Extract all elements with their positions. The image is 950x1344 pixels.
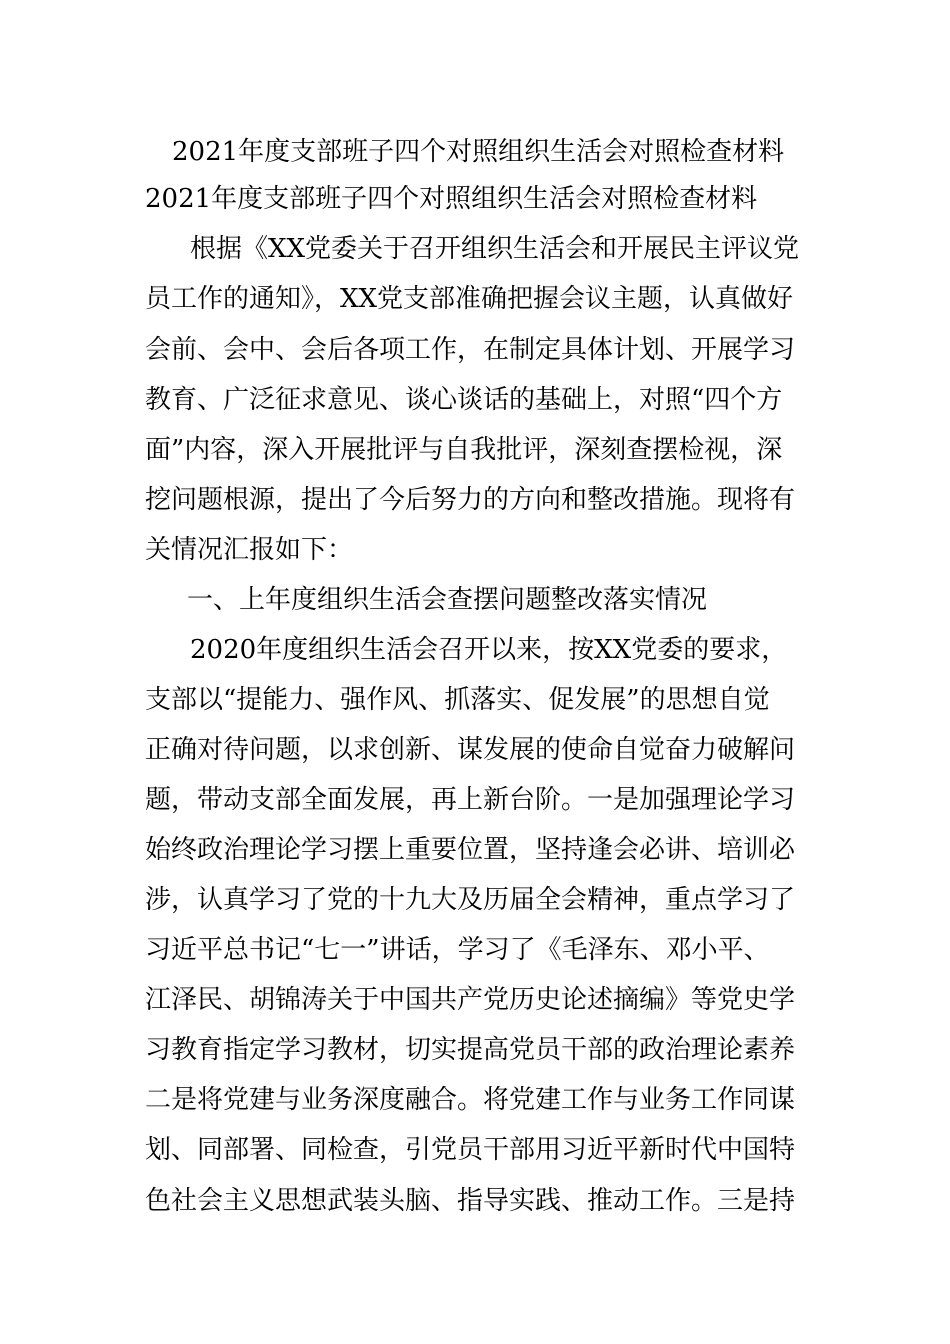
body-line: 习近平总书记“七一”讲话，学习了《毛泽东、邓小平、 bbox=[145, 935, 770, 965]
body-line: 员工作的通知》，XX党支部准确把握会议主题，认真做好 bbox=[145, 284, 794, 314]
body-line: 江泽民、胡锦涛关于中国共产党历史论述摘编》等党史学 bbox=[145, 985, 796, 1015]
body-line: 划、同部署、同检查，引党员干部用习近平新时代中国特 bbox=[145, 1135, 796, 1165]
body-line: 色社会主义思想武装头脑、指导实践、推动工作。三是持 bbox=[145, 1186, 796, 1216]
document-title: 2021年度支部班子四个对照组织生活会对照检查材料 bbox=[172, 137, 785, 167]
body-line: 二是将党建与业务深度融合。将党建工作与业务工作同谋 bbox=[145, 1085, 796, 1115]
body-line: 涉，认真学习了党的十九大及历届全会精神，重点学习了 bbox=[145, 885, 796, 915]
body-line: 题，带动支部全面发展，再上新台阶。一是加强理论学习 bbox=[145, 785, 796, 815]
document-title-repeat: 2021年度支部班子四个对照组织生活会对照检查材料 bbox=[145, 184, 758, 214]
body-line: 面”内容，深入开展批评与自我批评，深刻查摆检视，深 bbox=[145, 435, 783, 465]
section-heading: 一、上年度组织生活会查摆问题整改落实情况 bbox=[187, 585, 708, 615]
body-line: 2020年度组织生活会召开以来，按XX党委的要求， bbox=[190, 635, 788, 665]
body-line: 会前、会中、会后各项工作，在制定具体计划、开展学习 bbox=[145, 335, 796, 365]
body-line: 正确对待问题，以求创新、谋发展的使命自觉奋力破解问 bbox=[145, 735, 796, 765]
body-line: 支部以“提能力、强作风、抓落实、促发展”的思想自觉 bbox=[145, 685, 770, 715]
body-line: 始终政治理论学习摆上重要位置，坚持逢会必讲、培训必 bbox=[145, 835, 796, 865]
body-line: 教育、广泛征求意见、谈心谈话的基础上，对照“四个方 bbox=[145, 385, 783, 415]
body-line: 根据《XX党委关于召开组织生活会和开展民主评议党 bbox=[190, 234, 800, 264]
body-line: 关情况汇报如下： bbox=[145, 535, 354, 565]
body-line: 挖问题根源，提出了今后努力的方向和整改措施。现将有 bbox=[145, 485, 796, 515]
body-line: 习教育指定学习教材，切实提高党员干部的政治理论素养 bbox=[145, 1035, 796, 1065]
